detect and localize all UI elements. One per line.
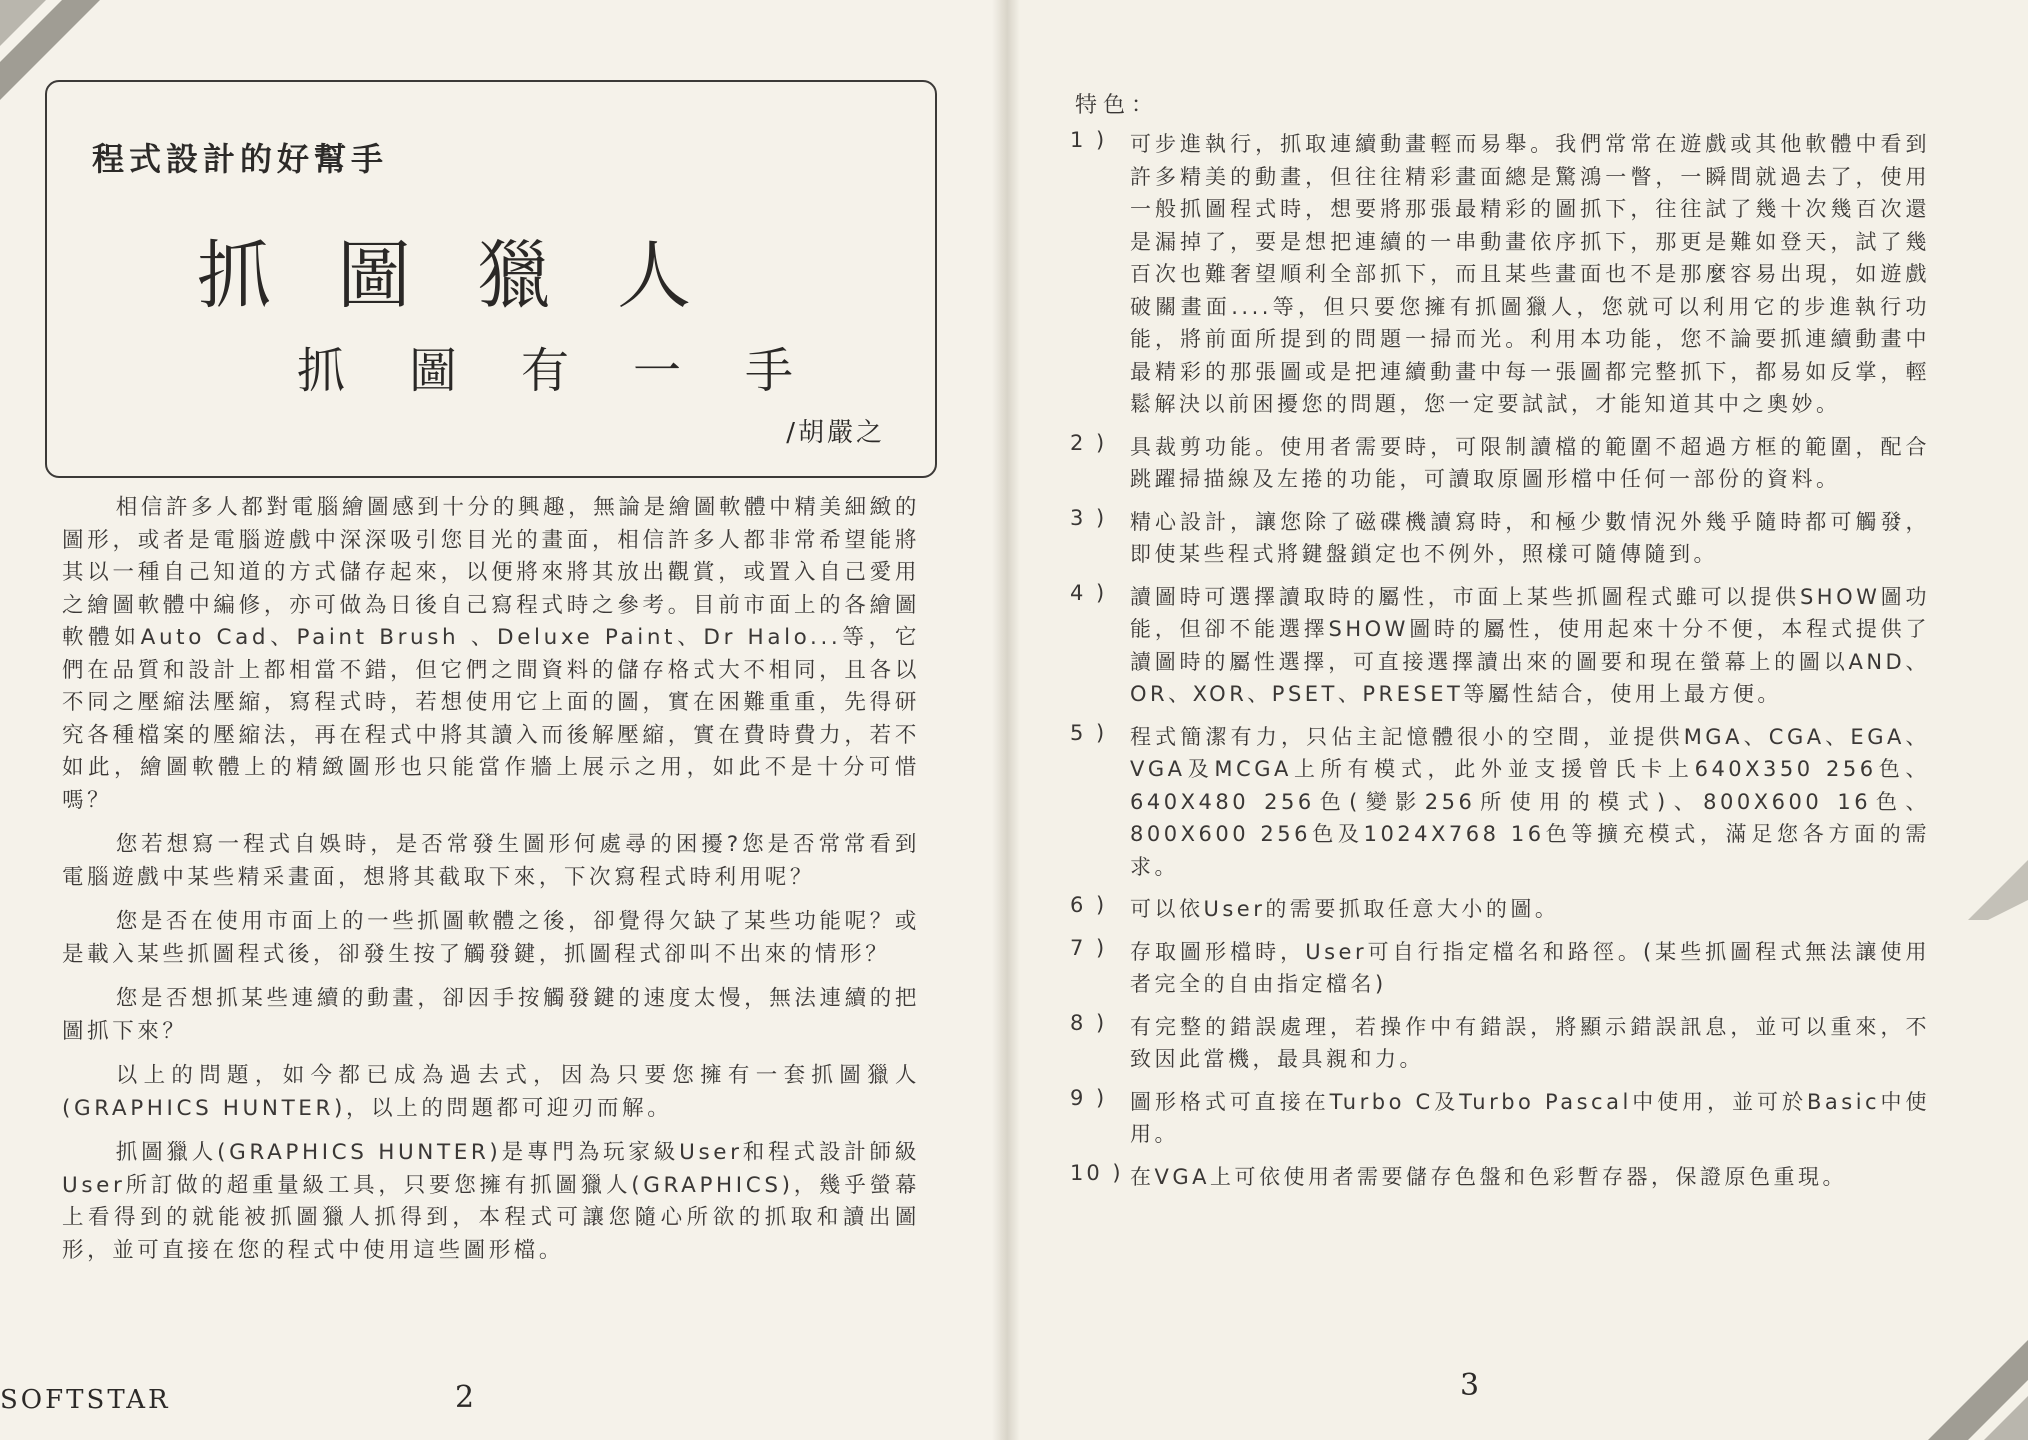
list-item [1070,1161,1930,1194]
book-gutter [992,0,1020,1440]
item-number: 5 ) [1070,720,1108,745]
item-number: 3 ) [1070,505,1108,530]
item-number: 6 ) [1070,893,1108,917]
list-item [1070,893,1930,926]
item-number: 2 ) [1070,430,1108,455]
paragraph: 相信許多人都對電腦繪圖感到十分的興趣，無論是繪圖軟體中精美細緻的圖形，或者是電腦遊戲中深深吸引您目光的畫面，相信許多人都非常希望能將其以一種自己知道的方式儲存起來，以便將來將其放出觀賞，或置入自己愛用之繪圖軟體中編修，亦可做為日後自己寫程式時之參考。目前市面上的各繪圖軟體如Auto Cad、Paint Brush 、Deluxe Paint、Dr Halo...等，它們在品質和設計上都相當不錯，但它們之間資料的儲存格式大不相同，且各以不同之壓縮法壓縮，寫程式時，若想使用它上面的圖，實在困難重重，先得研究各種檔案的壓縮法，再在程式中將其讀入而後解壓縮，實在費時費力，若不如此，繪圖軟體上的精緻圖形也只能當作牆上展示之用，如此不是十分可惜嗎？ [62,495,920,813]
title-box [45,80,937,478]
item-text: 圖形格式可直接在Turbo C及Turbo Pascal中使用，並可於Basic中使用。 [1130,1089,1930,1146]
features-heading: 特色： [1075,93,1160,118]
paragraph: 您若想寫一程式自娛時，是否常發生圖形何處尋的困擾?您是否常常看到電腦遊戲中某些精采畫面，想將其截取下來，下次寫程式時利用呢？ [62,832,920,890]
item-text: 在VGA上可依使用者需要儲存色盤和色彩暫存器，保證原色重現。 [1130,1164,1848,1189]
list-item [1070,1011,1930,1076]
item-text: 可以依User的需要抓取任意大小的圖。 [1130,897,1560,921]
item-text: 具裁剪功能。使用者需要時，可限制讀檔的範圍不超過方框的範圍，配合跳躍掃描線及左捲的功能，可讀取原圖形檔中任何一部份的資料。 [1130,434,1930,491]
item-number: 8 ) [1070,1010,1108,1035]
author-credit: /胡嚴之 [786,418,885,448]
list-item [1070,1086,1930,1151]
item-text: 存取圖形檔時，User可自行指定檔名和路徑。(某些抓圖程式無法讓使用者完全的自由指定檔名) [1130,939,1930,996]
item-number: 7 ) [1070,935,1108,960]
paragraph: 您是否想抓某些連續的動畫，卻因手按觸發鍵的速度太慢，無法連續的把圖抓下來？ [62,986,920,1044]
paragraph: 抓圖獵人(GRAPHICS HUNTER)是專門為玩家級User和程式設計師級User所訂做的超重量級工具，只要您擁有抓圖獵人(GRAPHICS)，幾乎螢幕上看得到的就能被抓圖獵人抓得到，本程式可讓您隨心所欲的抓取和讀出圖形，並可直接在您的程式中使用這些圖形檔。 [62,1140,920,1263]
item-text: 程式簡潔有力，只佔主記憶體很小的空間，並提供MGA、CGA、EGA、VGA及MCGA上所有模式，此外並支援曾氏卡上640X350 256色、640X480 256色(變影256所使用的模式)、800X600 16色、800X600 256色及1024X768 16色等擴充模式，滿足您各方面的需求。 [1130,724,1930,879]
corner-stripe-bottom-right [1908,1320,2028,1440]
box-subtitle: 程式設計的好幫手 [92,140,389,178]
page-number-right: 3 [1460,1368,1480,1403]
list-item [1070,721,1930,884]
feature-list [1070,128,1930,1203]
footer-brand: SOFTSTAR [0,1385,171,1415]
product-title: 抓圖獵人 [197,233,757,319]
list-item [1070,936,1930,1001]
list-item [1070,431,1930,496]
item-number: 10 ) [1070,1160,1124,1185]
paragraph: 以上的問題，如今都已成為過去式，因為只要您擁有一套抓圖獵人(GRAPHICS HUNTER)，以上的問題都可迎刃而解。 [62,1063,920,1121]
left-page [0,0,1000,1440]
list-item [1070,581,1930,711]
item-number: 9 ) [1070,1085,1108,1110]
corner-stripe-right-edge [1968,860,2028,920]
product-slogan: 抓圖有一手 [297,343,858,399]
item-number: 4 ) [1070,580,1108,605]
item-text: 可步進執行，抓取連續動畫輕而易舉。我們常常在遊戲或其他軟體中看到許多精美的動畫，但往往精彩畫面總是驚鴻一瞥，一瞬間就過去了，使用一般抓圖程式時，想要將那張最精彩的圖抓下，往往試了幾十次幾百次還是漏掉了，要是想把連續的一串動畫依序抓下，那更是難如登天，試了幾百次也難奢望順利全部抓下，而且某些畫面也不是那麼容易出現，如遊戲破關畫面....等，但只要您擁有抓圖獵人，您就可以利用它的步進執行功能，將前面所提到的問題一掃而光。利用本功能，您不論要抓連續動畫中最精彩的那張圖或是把連續動畫中每一張圖都完整抓下，都易如反掌，輕鬆解決以前困擾您的問題，您一定要試試，才能知道其中之奧妙。 [1130,132,1930,416]
item-number: 1 ) [1070,128,1108,152]
item-text: 讀圖時可選擇讀取時的屬性，市面上某些抓圖程式雖可以提供SHOW圖功能，但卻不能選擇SHOW圖時的屬性，使用起來十分不便，本程式提供了讀圖時的屬性選擇，可直接選擇讀出來的圖要和現在螢幕上的圖以AND、OR、XOR、PSET、PRESET等屬性結合，使用上最方便。 [1130,584,1930,706]
paragraph: 您是否在使用市面上的一些抓圖軟體之後，卻覺得欠缺了某些功能呢？或是載入某些抓圖程式後，卻發生按了觸發鍵，抓圖程式卻叫不出來的情形？ [62,909,920,967]
list-item [1070,128,1930,421]
intro-article [62,492,920,1279]
item-text: 有完整的錯誤處理，若操作中有錯誤，將顯示錯誤訊息，並可以重來，不致因此當機，最具親和力。 [1130,1014,1930,1071]
list-item [1070,506,1930,571]
item-text: 精心設計，讓您除了磁碟機讀寫時，和極少數情況外幾乎隨時都可觸發，即使某些程式將鍵盤鎖定也不例外，照樣可隨傳隨到。 [1130,509,1930,566]
right-page [1000,0,2028,1440]
page-number-left: 2 [455,1380,475,1415]
